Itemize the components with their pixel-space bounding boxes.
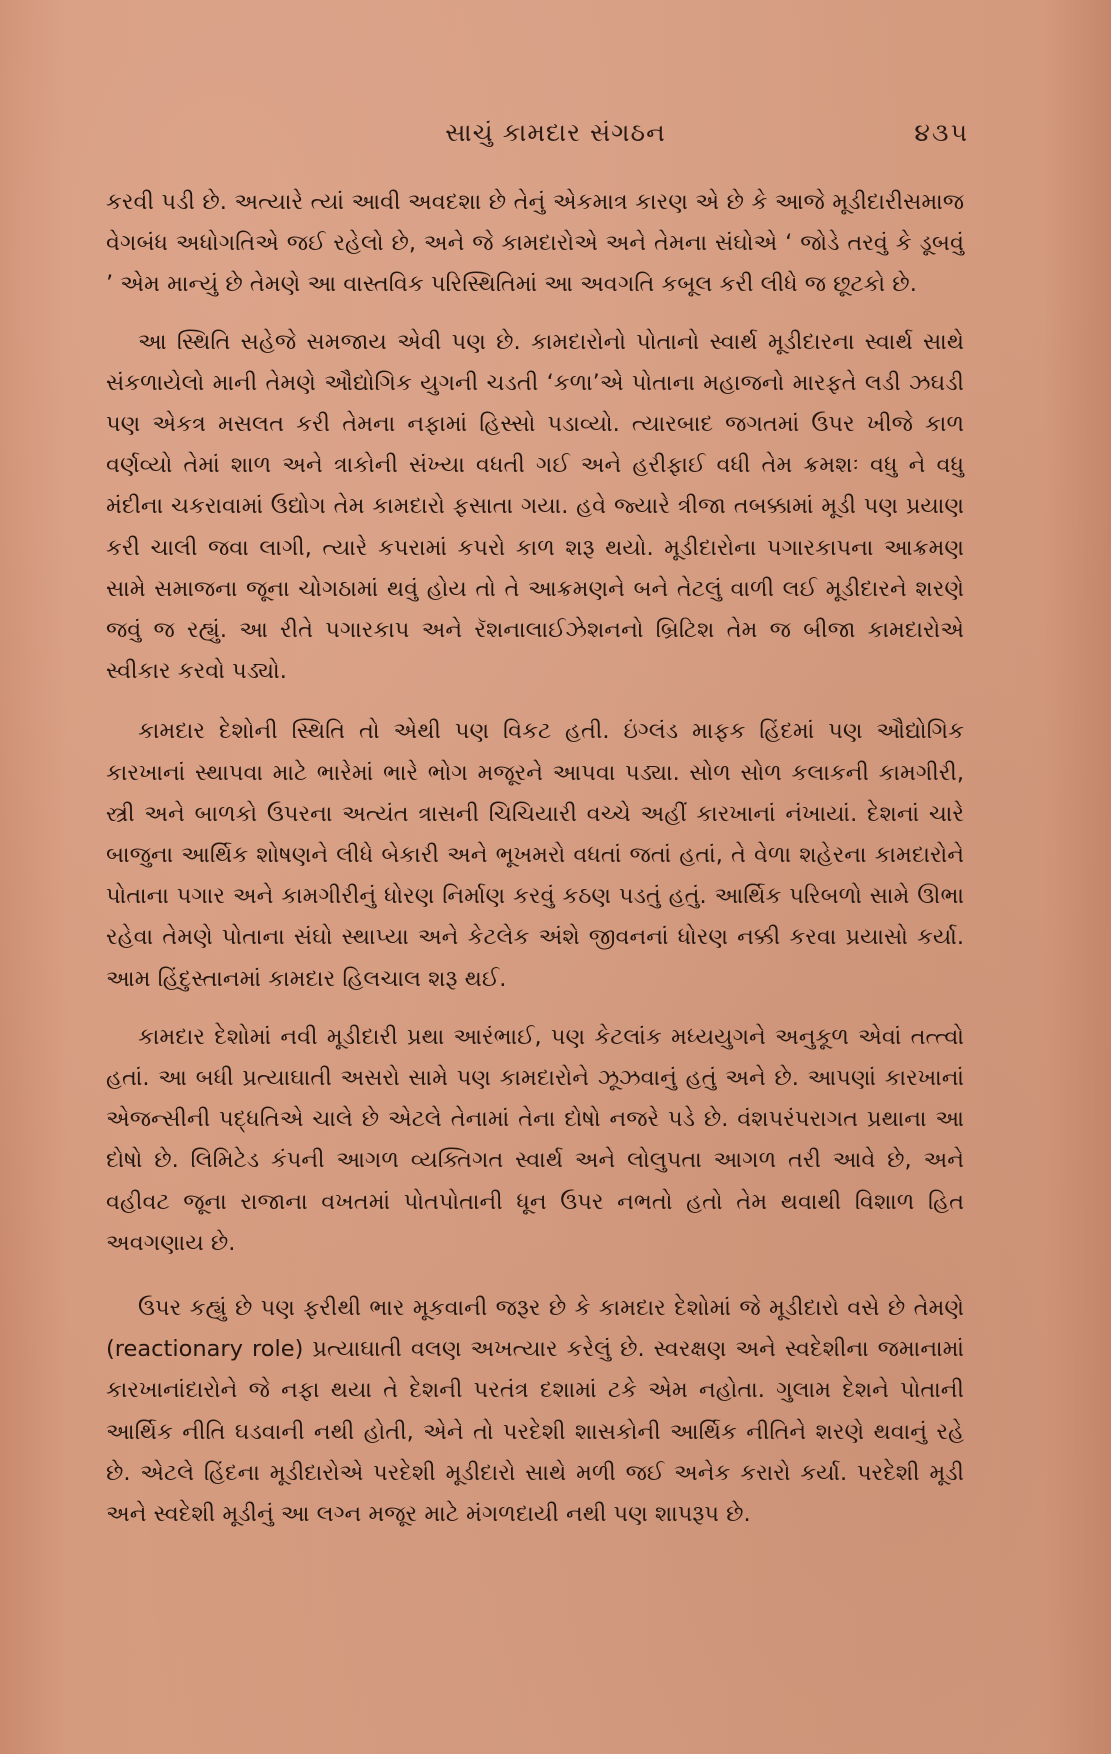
- page-number: ૪૩૫: [914, 118, 969, 147]
- paragraph: આ સ્થિતિ સહેજે સમજાય એવી પણ છે. કામદારોનો પોતાનો સ્વાર્થ મૂડીદારના સ્વાર્થ સાથે સંકળાયેલો માની તેમણે ઔદ્યોગિક યુગની ચડતી ‘કળા’એ પોતાના મહાજનો મારફતે લડી ઝઘડી પણ એકત્ર મસલત કરી તેમના નફામાં હિસ્સો પડાવ્યો. ત્યારબાદ જગતમાં ઉપર ખીજે કાળ વર્ણવ્યો તેમાં શાળ અને ત્રાકોની સંખ્યા વધતી ગઈ અને હરીફાઈ વધી તેમ ક્રમશઃ વધુ ને વધુ મંદીના ચકરાવામાં ઉદ્યોગ તેમ કામદારો ફસાતા ગયા. હવે જ્યારે ત્રીજા તબક્કામાં મૂડી પણ પ્રયાણ કરી ચાલી જવા લાગી, ત્યારે કપરામાં કપરો કાળ શરૂ થયો. મૂડીદારોના પગારકાપના આક્રમણ સામે સમાજના જૂના ચોગઠામાં થવું હોય તો તે આક્રમણને બને તેટલું વાળી લઈ મૂડીદારને શરણે જવું જ રહ્યું. આ રીતે પગારકાપ અને રૅશનાલાઈઝેશનનો બ્રિટિશ તેમ જ બીજા કામદારોએ સ્વીકાર કરવો પડ્યો.: [106, 328, 964, 685]
- paragraph-continued: કરવી પડી છે. અત્યારે ત્યાં આવી અવદશા છે તેનું એકમાત્ર કારણ એ છે કે આજે મૂડીદારીસમાજ વેગબંધ અધોગતિએ જઈ રહેલો છે, અને જે કામદારોએ અને તેમના સંઘોએ ‘ જોડે તરવું કે ડૂબવું ’ એમ માન્યું છે તેમણે આ વાસ્તવિક પરિસ્થિતિમાં આ અવગતિ કબૂલ કરી લીધે જ છૂટકો છે.: [106, 189, 964, 298]
- paragraph: ઉપર કહ્યું છે પણ ફરીથી ભાર મૂકવાની જરૂર છે કે કામદાર દેશોમાં જે મૂડીદારો વસે છે તેમણે (reactionary role) પ્રત્યાઘાતી વલણ અખત્યાર કરેલું છે. સ્વરક્ષણ અને સ્વદેશીના જમાનામાં કારખાનાંદારોને જે નફા થયા તે દેશની પરતંત્ર દશામાં ટકે એમ નહોતા. ગુલામ દેશને પોતાની આર્થિક નીતિ ઘડવાની નથી હોતી, એને તો પરદેશી શાસકોની આર્થિક નીતિને શરણે થવાનું રહે છે. એટલે હિંદના મૂડીદારોએ પરદેશી મૂડીદારો સાથે મળી જઈ અનેક કરારો કર્યા. પરદેશી મૂડી અને સ્વદેશી મૂડીનું આ લગ્ન મજૂર માટે મંગળદાયી નથી પણ શાપરૂપ છે.: [106, 1295, 964, 1528]
- running-title: સાચું કામદાર સંગઠન: [445, 118, 666, 147]
- paragraph: કામદાર દેશોમાં નવી મૂડીદારી પ્રથા આરંભાઈ, પણ કેટલાંક મધ્યયુગને અનુકૂળ એવાં તત્ત્વો હતાં. આ બધી પ્રત્યાઘાતી અસરો સામે પણ કામદારોને ઝૂઝવાનું હતું અને છે. આપણાં કારખાનાં એજન્સીની પદ્ધતિએ ચાલે છે એટલે તેનામાં તેના દોષો નજરે પડે છે. વંશપરંપરાગત પ્રથાના આ દોષો છે. લિમિટેડ કંપની આગળ વ્યક્તિગત સ્વાર્થ અને લોલુપતા આગળ તરી આવે છે, અને વહીવટ જૂના રાજાના વખતમાં પોતપોતાની ધૂન ઉપર નભતો હતો તેમ થવાથી વિશાળ હિત અવગણાય છે.: [106, 1023, 964, 1256]
- page-header: [0, 118, 1111, 158]
- paragraph: કામદાર દેશોની સ્થિતિ તો એથી પણ વિકટ હતી. ઇંગ્લંડ માફક હિંદમાં પણ ઔદ્યોગિક કારખાનાં સ્થાપવા માટે ભારેમાં ભારે ભોગ મજૂરને આપવા પડ્યા. સોળ સોળ કલાકની કામગીરી, સ્ત્રી અને બાળકો ઉપરના અત્યંત ત્રાસની ચિચિયારી વચ્ચે અહીં કારખાનાં નંખાયાં. દેશનાં ચારે બાજુના આર્થિક શોષણને લીધે બેકારી અને ભૂખમરો વધતાં જતાં હતાં, તે વેળા શહેરના કામદારોને પોતાના પગાર અને કામગીરીનું ધોરણ નિર્માણ કરવું કઠણ પડતું હતું. આર્થિક પરિબળો સામે ઊભા રહેવા તેમણે પોતાના સંઘો સ્થાપ્યા અને કેટલેક અંશે જીવનનાં ધોરણ નક્કી કરવા પ્રયાસો કર્યા. આમ હિંદુસ્તાનમાં કામદાર હિલચાલ શરૂ થઈ.: [106, 718, 964, 992]
- body-text: [106, 182, 964, 1535]
